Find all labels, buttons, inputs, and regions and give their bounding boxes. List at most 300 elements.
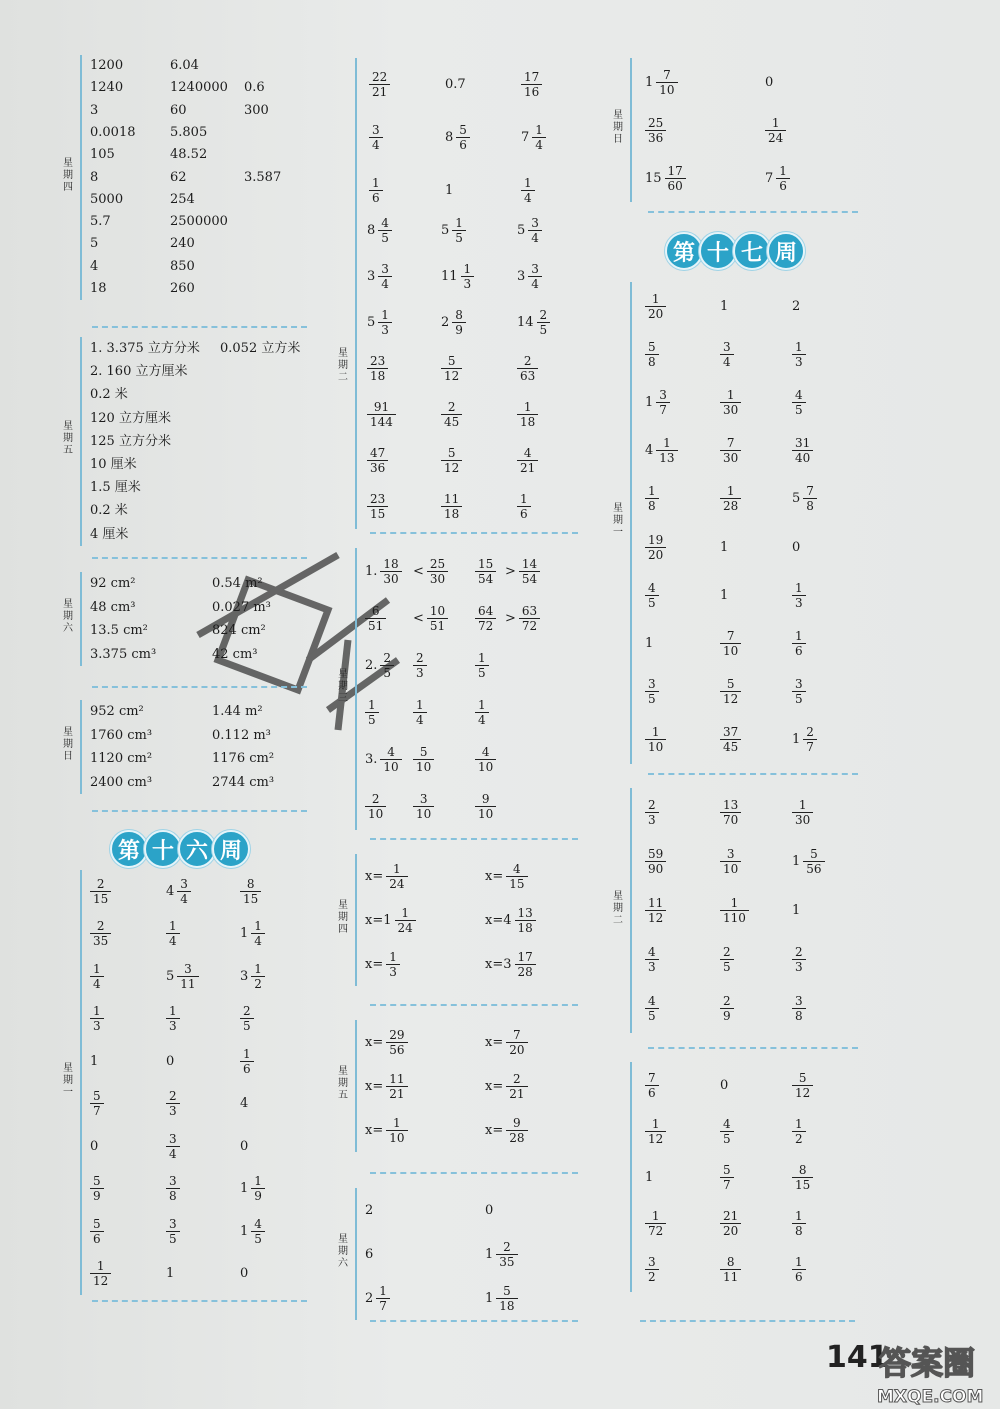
numerator: 2 xyxy=(243,1004,251,1019)
numerator: 15 xyxy=(478,557,494,571)
answer-row xyxy=(80,1125,310,1168)
numerator: 1 xyxy=(379,1283,387,1298)
fraction xyxy=(367,492,388,521)
fraction xyxy=(517,400,538,429)
denominator: 4 xyxy=(532,137,546,152)
fraction xyxy=(475,698,489,727)
denominator: 4 xyxy=(413,712,427,727)
denominator: 21 xyxy=(517,460,538,475)
denominator: 4 xyxy=(378,276,392,291)
denominator: 2 xyxy=(792,1131,806,1146)
answer-value: 2. 160 立方厘米 xyxy=(90,364,188,380)
whole-part: 1 xyxy=(645,635,654,651)
answer-value xyxy=(485,1276,518,1320)
fraction xyxy=(413,651,427,680)
answer-row xyxy=(630,1200,860,1246)
numerator: 8 xyxy=(726,1254,735,1269)
whole-part: 1 xyxy=(720,298,729,314)
denominator: 3 xyxy=(386,964,400,979)
answer-value xyxy=(166,1040,177,1083)
fraction xyxy=(720,994,734,1023)
answer-row xyxy=(355,736,585,783)
answer-row xyxy=(630,571,860,619)
numerator: 1 xyxy=(455,215,463,230)
whole-part: x= xyxy=(365,1122,384,1138)
numerator: 2 xyxy=(371,792,380,806)
denominator: 24 xyxy=(395,920,416,935)
answer-value: 1.44 m² xyxy=(212,704,263,719)
answer-value: 260 xyxy=(170,281,195,296)
fraction xyxy=(515,950,536,979)
fraction xyxy=(441,492,462,521)
answer-row xyxy=(80,1253,310,1296)
denominator: 9 xyxy=(720,1008,734,1023)
numerator: 3 xyxy=(726,847,735,861)
answer-value: 42 cm³ xyxy=(212,646,258,662)
answer-row xyxy=(80,430,310,453)
answer-value: 1.5 厘米 xyxy=(90,480,141,496)
fraction xyxy=(645,292,666,321)
numerator: 1 xyxy=(389,949,397,964)
day-label: 星期六 xyxy=(63,599,73,634)
answer-value xyxy=(365,1020,408,1064)
numerator: 5 xyxy=(648,339,656,354)
fraction xyxy=(90,1217,104,1246)
fraction xyxy=(452,216,466,245)
answer-value xyxy=(485,1108,528,1152)
numerator: 3 xyxy=(381,261,389,276)
numerator: 7 xyxy=(806,484,814,499)
numerator: 5 xyxy=(459,123,467,137)
denominator: 6 xyxy=(90,1231,104,1246)
numerator: 59 xyxy=(648,847,664,861)
numerator: 1 xyxy=(726,484,735,499)
fraction xyxy=(720,436,741,465)
numerator: 1 xyxy=(798,798,807,812)
fraction xyxy=(803,847,824,876)
fraction xyxy=(369,123,383,152)
answer-value: 254 xyxy=(170,191,195,207)
fraction xyxy=(506,862,527,891)
whole-part: 1 xyxy=(445,183,454,198)
whole-part: 14 xyxy=(517,314,534,330)
answer-value: 120 立方厘米 xyxy=(90,410,171,426)
answer-value xyxy=(369,58,390,111)
day-section xyxy=(613,58,860,202)
denominator: 51 xyxy=(365,618,386,633)
whole-part: 8 xyxy=(367,222,376,238)
answer-value: 92 cm² xyxy=(90,576,136,591)
denominator: 5 xyxy=(720,959,734,974)
answer-value xyxy=(166,870,191,913)
denominator: 30 xyxy=(380,571,401,586)
fraction xyxy=(240,1004,254,1033)
answer-value xyxy=(720,668,741,716)
denominator: 15 xyxy=(506,876,527,891)
denominator: 5 xyxy=(645,691,659,706)
fraction xyxy=(506,1116,527,1145)
numerator: 3 xyxy=(659,387,667,402)
dashed-separator xyxy=(92,1300,307,1302)
numerator: 4 xyxy=(481,745,490,759)
answer-value xyxy=(521,58,542,111)
fraction xyxy=(90,1089,104,1118)
numerator: 63 xyxy=(521,604,538,618)
answer-value xyxy=(365,689,379,736)
fraction xyxy=(792,945,806,974)
denominator: 51 xyxy=(427,618,448,633)
answer-value xyxy=(413,689,427,736)
answer-row xyxy=(355,111,585,164)
fraction xyxy=(645,1255,659,1284)
fraction xyxy=(369,176,383,205)
fraction xyxy=(386,1028,407,1057)
numerator: 7 xyxy=(726,628,735,643)
fraction xyxy=(720,896,749,925)
numerator: 19 xyxy=(648,532,664,547)
fraction xyxy=(367,400,396,429)
fraction xyxy=(720,340,734,369)
numerator: 17 xyxy=(667,163,683,178)
fraction xyxy=(519,557,540,586)
answer-value xyxy=(365,1188,376,1232)
whole-part: 1 xyxy=(720,539,729,555)
answer-row xyxy=(630,1246,860,1292)
answer-value: 5 xyxy=(90,236,99,252)
numerator: 2 xyxy=(447,399,456,414)
answer-value: 0.54 m² xyxy=(212,576,263,591)
answer-row xyxy=(80,523,310,546)
fraction xyxy=(395,906,416,935)
fraction xyxy=(475,604,496,633)
dashed-separator xyxy=(92,686,307,688)
numerator: 3 xyxy=(184,961,192,976)
answer-row xyxy=(630,523,860,571)
answer-value: 850 xyxy=(170,258,195,274)
denominator: 4 xyxy=(251,933,265,948)
answer-value xyxy=(645,571,659,619)
fraction xyxy=(720,629,741,658)
whole-part: 2 xyxy=(365,1290,374,1306)
answer-value xyxy=(720,716,741,764)
numerator: 1 xyxy=(254,1174,262,1189)
fraction xyxy=(792,581,806,610)
whole-part: 1 xyxy=(792,732,801,748)
fraction xyxy=(645,533,666,562)
answer-value: 60 xyxy=(170,102,187,118)
numerator: 4 xyxy=(381,215,389,230)
fraction xyxy=(166,1174,180,1203)
answer-row xyxy=(355,642,585,689)
numerator: 5 xyxy=(93,1174,101,1189)
denominator: 5 xyxy=(251,1231,265,1246)
answer-value xyxy=(413,548,448,595)
fraction xyxy=(720,388,741,417)
whole-part: x=4 xyxy=(485,912,512,928)
answer-value: 2500000 xyxy=(170,214,228,230)
answer-value xyxy=(90,1210,104,1253)
answer-value xyxy=(720,837,741,886)
answer-row xyxy=(630,1062,860,1108)
answer-value xyxy=(792,837,825,886)
answer-row xyxy=(80,453,310,476)
numerator: 2 xyxy=(723,994,731,1008)
numerator: 5 xyxy=(726,677,735,692)
answer-value xyxy=(367,299,392,345)
whole-part: 0 xyxy=(166,1053,175,1069)
answer-value xyxy=(720,282,731,330)
answer-value: 13.5 cm² xyxy=(90,623,148,638)
denominator: 8 xyxy=(792,1223,806,1238)
whole-part: 5 xyxy=(441,222,450,238)
day-section xyxy=(63,700,310,794)
answer-value xyxy=(645,378,670,426)
fraction xyxy=(720,1117,734,1146)
denominator: 56 xyxy=(386,1042,407,1057)
whole-part: 1 xyxy=(90,1053,99,1069)
numerator: 1 xyxy=(795,628,803,643)
denominator: 5 xyxy=(720,1131,734,1146)
numerator: 1 xyxy=(169,919,177,934)
denominator: 6 xyxy=(517,506,531,521)
whole-part: 2. xyxy=(365,658,378,673)
fraction xyxy=(656,388,670,417)
numerator: 47 xyxy=(370,445,386,460)
denominator: 20 xyxy=(506,1042,527,1057)
answer-value: 1240 xyxy=(90,80,124,96)
numerator: 3 xyxy=(795,994,803,1008)
denominator: 10 xyxy=(413,806,434,821)
denominator: 8 xyxy=(645,354,659,369)
numerator: 1 xyxy=(96,1259,105,1274)
answer-value xyxy=(792,788,813,837)
denominator: 56 xyxy=(803,861,824,876)
week-banner xyxy=(665,232,801,270)
denominator: 7 xyxy=(803,739,817,754)
answer-value xyxy=(645,475,659,523)
numerator: 1 xyxy=(795,1116,803,1131)
answer-row xyxy=(80,476,310,499)
week-banner-char: 第 xyxy=(665,232,703,270)
denominator: 4 xyxy=(166,933,180,948)
numerator: 5 xyxy=(419,745,428,759)
answer-value: 6.04 xyxy=(170,58,199,73)
answer-value xyxy=(792,668,806,716)
answer-value: 5.805 xyxy=(170,124,208,140)
answer-value xyxy=(413,642,427,689)
numerator: 1 xyxy=(523,399,532,414)
answer-row xyxy=(630,619,860,667)
whole-part: 11 xyxy=(441,268,458,284)
numerator: 64 xyxy=(478,604,494,618)
fraction xyxy=(365,698,379,727)
denominator: 6 xyxy=(792,1269,806,1284)
answer-row xyxy=(630,935,860,984)
whole-part: 2 xyxy=(441,314,450,330)
fraction xyxy=(90,877,111,906)
fraction xyxy=(645,677,659,706)
answer-row xyxy=(80,122,310,144)
answer-value: 1. 3.375 立方分米 xyxy=(90,341,200,356)
answer-value xyxy=(720,1154,734,1200)
numerator: 3 xyxy=(648,1254,656,1269)
answer-row xyxy=(630,1108,860,1154)
answer-value: 3.587 xyxy=(244,169,282,185)
fraction xyxy=(386,862,407,891)
fraction xyxy=(166,1089,180,1118)
denominator: 4 xyxy=(720,354,734,369)
answer-row xyxy=(80,337,310,360)
answer-value xyxy=(645,935,659,984)
answer-value: 3.375 cm³ xyxy=(90,646,157,662)
denominator: 90 xyxy=(645,861,666,876)
answer-value xyxy=(521,111,546,164)
fraction xyxy=(665,164,686,193)
denominator: 10 xyxy=(386,1130,407,1145)
answer-row xyxy=(355,1020,585,1064)
denominator: 24 xyxy=(386,876,407,891)
answer-value xyxy=(792,935,806,984)
answer-row xyxy=(630,154,860,202)
answer-value xyxy=(720,1200,741,1246)
numerator: 2 xyxy=(648,798,656,812)
answer-value xyxy=(720,619,741,667)
whole-part: 0 xyxy=(240,1266,249,1282)
answer-value xyxy=(792,984,806,1033)
answer-value xyxy=(365,736,402,783)
fraction xyxy=(720,1163,734,1192)
answer-value xyxy=(240,1125,251,1168)
numerator: 1 xyxy=(771,115,780,130)
denominator: 3 xyxy=(378,322,392,337)
denominator: 10 xyxy=(380,759,401,774)
answer-row xyxy=(80,360,310,383)
denominator: 2 xyxy=(645,1269,659,1284)
answer-value xyxy=(505,595,540,642)
numerator: 10 xyxy=(429,604,446,618)
answer-row xyxy=(80,596,310,620)
answer-row xyxy=(355,253,585,299)
answer-value: 62 xyxy=(170,169,187,185)
denominator: 18 xyxy=(496,1298,517,1313)
numerator: 1 xyxy=(651,725,660,740)
answer-value xyxy=(485,1232,518,1276)
answer-value xyxy=(166,1253,177,1296)
whole-part: 0.7 xyxy=(445,77,466,92)
numerator: 1 xyxy=(730,896,739,910)
answer-value: 4 厘米 xyxy=(90,526,129,542)
denominator: 3 xyxy=(413,665,427,680)
dashed-separator xyxy=(640,1320,855,1322)
numerator: 5 xyxy=(798,1070,807,1085)
answer-value xyxy=(365,1108,408,1152)
numerator: 7 xyxy=(648,1070,656,1085)
denominator: 72 xyxy=(645,1223,666,1238)
whole-part: 3 xyxy=(517,268,526,284)
whole-part: 1 xyxy=(645,1169,654,1185)
denominator: 18 xyxy=(515,920,536,935)
fraction xyxy=(367,446,388,475)
answer-value xyxy=(645,668,659,716)
answer-value xyxy=(240,1210,265,1253)
whole-part: 1 xyxy=(240,926,249,942)
answer-row xyxy=(355,345,585,391)
denominator: 12 xyxy=(792,1085,813,1100)
answer-row xyxy=(80,55,310,77)
numerator: 3 xyxy=(648,677,656,692)
denominator: 12 xyxy=(90,1273,111,1288)
answer-row xyxy=(80,771,310,795)
answer-value: 125 立方分米 xyxy=(90,433,171,449)
answer-row xyxy=(630,788,860,837)
denominator: 10 xyxy=(475,806,496,821)
denominator: 5 xyxy=(792,691,806,706)
answer-value xyxy=(166,1210,180,1253)
fraction xyxy=(645,116,666,145)
answer-value xyxy=(475,548,496,595)
answer-row xyxy=(80,870,310,913)
numerator: 2 xyxy=(503,1239,511,1254)
fraction xyxy=(803,725,817,754)
answer-value xyxy=(792,716,817,764)
numerator: 5 xyxy=(810,847,818,861)
fraction xyxy=(506,1028,527,1057)
denominator: 21 xyxy=(506,1086,527,1101)
answer-row xyxy=(355,1064,585,1108)
answer-value xyxy=(792,1154,813,1200)
fraction xyxy=(537,308,551,337)
numerator: 3 xyxy=(723,339,731,354)
denominator: 8 xyxy=(166,1188,180,1203)
answer-value xyxy=(645,58,678,106)
fraction xyxy=(441,446,462,475)
denominator: 5 xyxy=(380,665,394,680)
answer-value: 8 xyxy=(90,169,99,185)
whole-part: x= xyxy=(365,1078,384,1094)
denominator: 36 xyxy=(367,460,388,475)
numerator: 1 xyxy=(368,698,376,712)
denominator: 16 xyxy=(521,84,542,99)
dashed-separator xyxy=(648,211,858,213)
whole-part: 1 xyxy=(720,587,729,603)
denominator: 9 xyxy=(251,1188,265,1203)
numerator: 3 xyxy=(419,792,428,806)
answer-value xyxy=(475,783,496,830)
answer-row xyxy=(80,144,310,166)
fraction xyxy=(475,651,489,680)
numerator: 5 xyxy=(447,445,456,460)
denominator: 4 xyxy=(475,712,489,727)
numerator: 3 xyxy=(169,1174,177,1189)
fraction xyxy=(720,1209,741,1238)
answer-value: 10 厘米 xyxy=(90,457,137,472)
fraction xyxy=(720,798,741,827)
denominator: 12 xyxy=(441,368,462,383)
denominator: 10 xyxy=(475,759,496,774)
numerator: 1 xyxy=(243,1046,251,1061)
answer-value xyxy=(445,58,469,111)
answer-value xyxy=(90,998,104,1041)
answer-value xyxy=(367,345,388,391)
numerator: 1 xyxy=(795,339,803,354)
whole-part: x=1 xyxy=(365,912,392,928)
numerator: 4 xyxy=(513,861,521,876)
denominator: 12 xyxy=(645,910,666,925)
denominator: 30 xyxy=(720,450,741,465)
fraction xyxy=(365,792,386,821)
answer-value xyxy=(240,1168,265,1211)
denominator: 45 xyxy=(720,739,741,754)
